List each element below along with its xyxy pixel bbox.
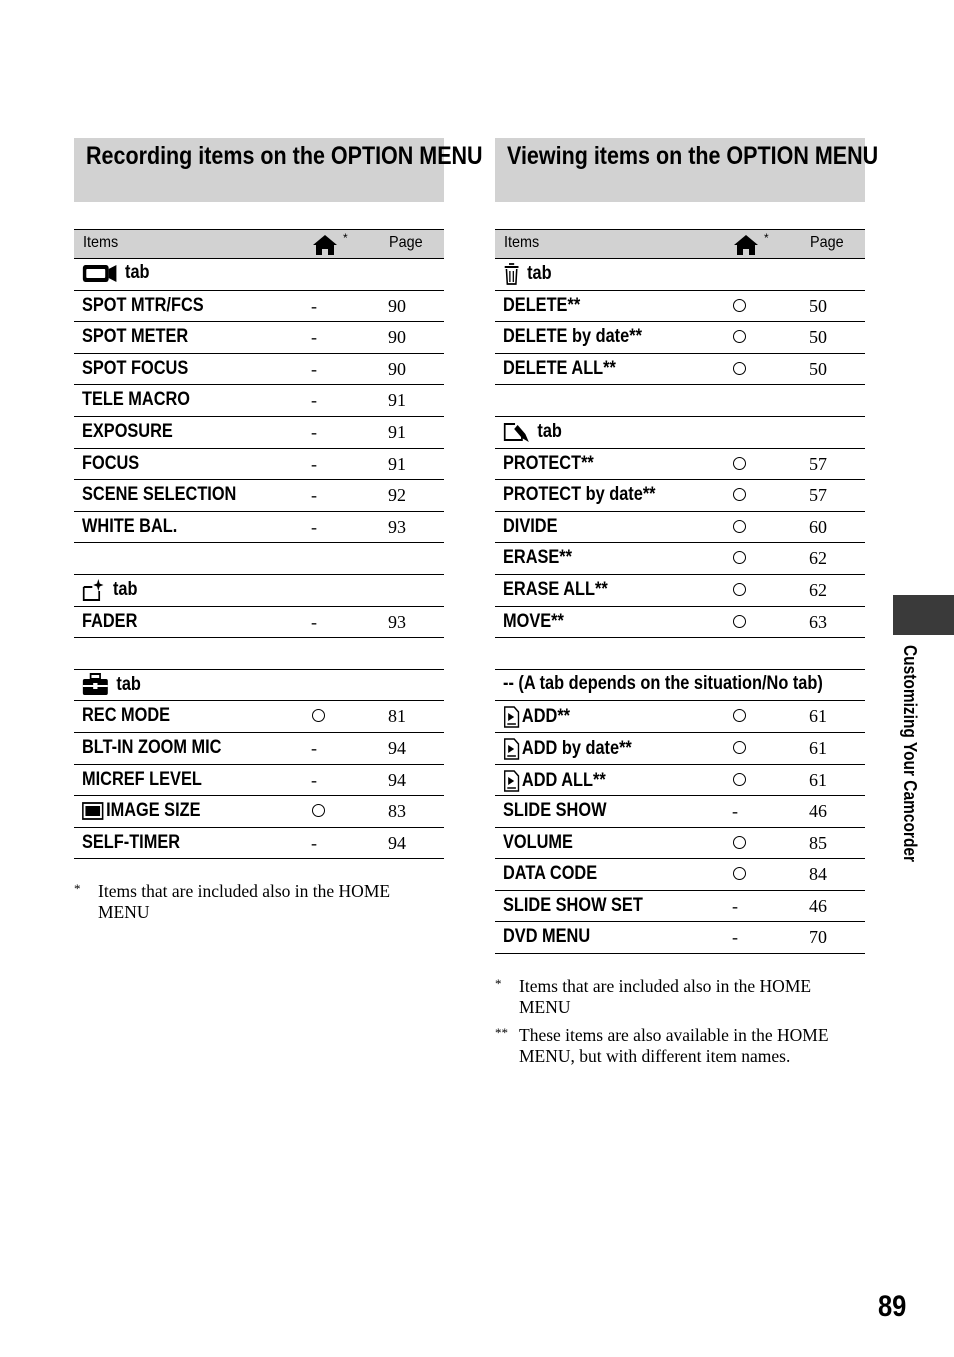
home-menu-mark: - bbox=[311, 390, 317, 411]
tab-heading-row bbox=[495, 417, 865, 449]
item-name bbox=[503, 326, 642, 348]
page-ref: 61 bbox=[809, 706, 827, 727]
home-menu-mark: - bbox=[311, 421, 317, 442]
table-spacer-row bbox=[495, 385, 865, 417]
viewing-items-table bbox=[495, 229, 865, 954]
table-row bbox=[495, 828, 865, 860]
item-name bbox=[503, 737, 632, 761]
table-row bbox=[495, 575, 865, 607]
available-circle-icon bbox=[733, 362, 746, 375]
page-ref: 57 bbox=[809, 485, 827, 506]
page-ref: 50 bbox=[809, 327, 827, 348]
item-name bbox=[503, 484, 656, 506]
playlist-icon bbox=[503, 705, 520, 729]
item-name bbox=[503, 832, 573, 854]
available-circle-icon bbox=[312, 709, 325, 722]
item-label-tab: tab bbox=[125, 262, 150, 283]
item-label-protect-by-date: PROTECT by date** bbox=[503, 484, 656, 506]
item-label-spot-mtr-fcs: SPOT MTR/FCS bbox=[82, 294, 204, 316]
page-ref: 93 bbox=[388, 611, 406, 632]
item-label-volume: VOLUME bbox=[503, 831, 573, 853]
home-menu-mark: - bbox=[311, 295, 317, 316]
item-name bbox=[503, 863, 597, 885]
footnote bbox=[495, 1025, 865, 1067]
page-ref: 50 bbox=[809, 295, 827, 316]
item-label-move: MOVE** bbox=[503, 610, 564, 632]
page-ref: 85 bbox=[809, 832, 827, 853]
page-ref: 46 bbox=[809, 801, 827, 822]
footnote-text: Items that are included also in the HOME MENU bbox=[519, 976, 812, 1018]
available-circle-icon bbox=[733, 330, 746, 343]
table-row bbox=[495, 449, 865, 481]
item-name bbox=[503, 611, 564, 633]
item-label-exposure: EXPOSURE bbox=[82, 420, 173, 442]
page-ref: 90 bbox=[388, 358, 406, 379]
item-label-delete: DELETE** bbox=[503, 294, 581, 316]
page-ref: 84 bbox=[809, 864, 827, 885]
footnote bbox=[495, 976, 865, 1018]
home-menu-mark: - bbox=[311, 611, 317, 632]
recording-items-column bbox=[74, 138, 483, 930]
table-row bbox=[495, 512, 865, 544]
trash-icon bbox=[503, 262, 520, 286]
table-row bbox=[495, 922, 865, 954]
edit-pencil-icon bbox=[503, 420, 531, 444]
image-size-icon bbox=[82, 801, 104, 821]
item-label-delete-all: DELETE ALL** bbox=[503, 357, 616, 379]
page-ref: 62 bbox=[809, 579, 827, 600]
page-ref: 91 bbox=[388, 421, 406, 442]
page-ref: 91 bbox=[388, 390, 406, 411]
header-page: Page bbox=[810, 234, 844, 251]
recording-items-table bbox=[74, 229, 444, 859]
available-circle-icon bbox=[733, 520, 746, 533]
table-header bbox=[74, 230, 444, 259]
page-ref: 61 bbox=[809, 769, 827, 790]
footnote-text: Items that are included also in the HOME MENU bbox=[98, 881, 391, 923]
table-row bbox=[495, 859, 865, 891]
table-row bbox=[495, 322, 865, 354]
page-ref: 94 bbox=[388, 737, 406, 758]
table-row bbox=[495, 480, 865, 512]
table-spacer-row bbox=[495, 638, 865, 670]
page-ref: 94 bbox=[388, 769, 406, 790]
table-row bbox=[495, 291, 865, 323]
page-ref: 83 bbox=[388, 801, 406, 822]
available-circle-icon bbox=[733, 457, 746, 470]
item-label-tab: tab bbox=[537, 420, 562, 442]
table-row bbox=[495, 543, 865, 575]
page-ref: 91 bbox=[388, 453, 406, 474]
footnote-mark: ** bbox=[495, 1025, 508, 1041]
tab-heading bbox=[503, 420, 562, 444]
item-label-erase: ERASE** bbox=[503, 547, 573, 569]
available-circle-icon bbox=[733, 836, 746, 849]
home-icon bbox=[733, 233, 759, 262]
home-menu-mark: - bbox=[311, 769, 317, 790]
available-circle-icon bbox=[733, 773, 746, 786]
item-label-spot-meter: SPOT METER bbox=[82, 326, 189, 348]
page-ref: 90 bbox=[388, 327, 406, 348]
item-name bbox=[82, 421, 173, 443]
available-circle-icon bbox=[733, 488, 746, 501]
item-label-spot-focus: SPOT FOCUS bbox=[82, 357, 189, 379]
page-ref: 81 bbox=[388, 706, 406, 727]
header-items: Items bbox=[504, 234, 540, 251]
table-row bbox=[74, 733, 444, 765]
home-menu-mark: - bbox=[311, 453, 317, 474]
item-label-white-bal: WHITE BAL. bbox=[82, 515, 178, 537]
item-label-slide-show: SLIDE SHOW bbox=[503, 800, 607, 822]
footnotes bbox=[495, 976, 865, 1067]
available-circle-icon bbox=[733, 583, 746, 596]
table-row bbox=[495, 354, 865, 386]
page-ref: 90 bbox=[388, 295, 406, 316]
header-star: * bbox=[764, 231, 769, 245]
tab-heading-row bbox=[74, 575, 444, 607]
footnote-mark: * bbox=[74, 881, 81, 897]
item-name bbox=[503, 453, 594, 475]
page-ref: 70 bbox=[809, 927, 827, 948]
page-ref: 63 bbox=[809, 611, 827, 632]
available-circle-icon bbox=[733, 299, 746, 312]
toolbox-icon bbox=[82, 673, 110, 697]
footnote-text: These items are also available in the HOME MENU, but with different item names. bbox=[519, 1025, 829, 1067]
table-spacer-row bbox=[74, 543, 444, 575]
page-ref: 92 bbox=[388, 485, 406, 506]
playlist-icon bbox=[503, 737, 520, 761]
tab-heading bbox=[82, 673, 141, 697]
available-circle-icon bbox=[733, 709, 746, 722]
header-page: Page bbox=[389, 234, 423, 251]
home-icon bbox=[312, 233, 338, 262]
home-menu-mark: - bbox=[732, 801, 738, 822]
page-ref: 46 bbox=[809, 895, 827, 916]
item-name bbox=[82, 832, 180, 854]
item-name bbox=[503, 579, 608, 601]
item-label-data-code: DATA CODE bbox=[503, 863, 598, 885]
table-row bbox=[74, 291, 444, 323]
page-number: 89 bbox=[878, 1290, 907, 1323]
footnote bbox=[74, 881, 444, 923]
table-row bbox=[74, 480, 444, 512]
item-name bbox=[82, 295, 204, 317]
page-ref: 60 bbox=[809, 516, 827, 537]
table-spacer-row bbox=[74, 638, 444, 670]
table-row bbox=[74, 417, 444, 449]
chapter-side-label: Customizing Your Camcorder bbox=[900, 645, 920, 863]
page-ref: 61 bbox=[809, 737, 827, 758]
table-row bbox=[74, 701, 444, 733]
available-circle-icon bbox=[312, 804, 325, 817]
item-name bbox=[82, 389, 190, 411]
item-label-slide-show-set: SLIDE SHOW SET bbox=[503, 894, 643, 916]
item-label-micref-level: MICREF LEVEL bbox=[82, 768, 202, 790]
table-row bbox=[74, 607, 444, 639]
item-name bbox=[82, 769, 202, 791]
table-row bbox=[74, 796, 444, 828]
available-circle-icon bbox=[733, 741, 746, 754]
header-items: Items bbox=[83, 234, 119, 251]
item-label-delete-by-date: DELETE by date** bbox=[503, 326, 642, 348]
page-ref: 62 bbox=[809, 548, 827, 569]
item-label-tab: tab bbox=[112, 578, 138, 600]
home-menu-mark: - bbox=[311, 327, 317, 348]
table-row bbox=[495, 607, 865, 639]
page-ref: 57 bbox=[809, 453, 827, 474]
item-label-add-by-date: ADD by date** bbox=[521, 737, 632, 759]
table-row bbox=[495, 733, 865, 765]
page-ref: 50 bbox=[809, 358, 827, 379]
item-name bbox=[82, 326, 188, 348]
table-row bbox=[74, 354, 444, 386]
item-label-a-tab-depends-on-the-situation-no-tab: -- (A tab depends on the situation/No tab) bbox=[503, 672, 823, 694]
table-row bbox=[74, 322, 444, 354]
home-menu-mark: - bbox=[311, 737, 317, 758]
home-menu-mark: - bbox=[732, 895, 738, 916]
tab-heading bbox=[503, 262, 552, 286]
viewing-items-column bbox=[495, 138, 879, 1074]
recording-section-title: Recording items on the OPTION MENU bbox=[74, 138, 444, 202]
item-name bbox=[503, 358, 616, 380]
item-label-blt-in-zoom-mic: BLT-IN ZOOM MIC bbox=[82, 736, 222, 758]
item-name bbox=[503, 926, 590, 948]
page-ref: 94 bbox=[388, 832, 406, 853]
item-name bbox=[503, 895, 643, 917]
available-circle-icon bbox=[733, 551, 746, 564]
item-name bbox=[82, 358, 188, 380]
item-name bbox=[82, 800, 201, 822]
table-row bbox=[74, 449, 444, 481]
table-row bbox=[495, 891, 865, 923]
item-label-focus: FOCUS bbox=[82, 452, 140, 474]
item-name bbox=[503, 800, 606, 822]
home-menu-mark: - bbox=[311, 832, 317, 853]
item-label-tab: tab bbox=[527, 263, 552, 284]
item-name bbox=[503, 705, 570, 729]
item-name bbox=[82, 611, 137, 633]
tab-heading bbox=[82, 262, 150, 284]
item-name bbox=[82, 737, 221, 759]
item-label-divide: DIVIDE bbox=[503, 515, 558, 537]
item-label-fader: FADER bbox=[82, 610, 138, 632]
tab-heading bbox=[503, 673, 823, 695]
footnote-mark: * bbox=[495, 976, 502, 992]
table-row bbox=[495, 701, 865, 733]
item-label-add: ADD** bbox=[521, 706, 571, 728]
effect-sparkle-icon bbox=[82, 578, 106, 602]
table-row bbox=[74, 765, 444, 797]
item-name bbox=[503, 516, 557, 538]
item-name bbox=[82, 705, 170, 727]
header-star: * bbox=[343, 231, 348, 245]
table-row bbox=[495, 765, 865, 797]
available-circle-icon bbox=[733, 615, 746, 628]
page-ref: 93 bbox=[388, 516, 406, 537]
home-menu-mark: - bbox=[311, 485, 317, 506]
tab-heading-row bbox=[495, 259, 865, 291]
item-name bbox=[503, 295, 580, 317]
item-label-self-timer: SELF-TIMER bbox=[82, 831, 181, 853]
playlist-icon bbox=[503, 769, 520, 793]
item-name bbox=[82, 516, 177, 538]
item-label-protect: PROTECT** bbox=[503, 452, 594, 474]
available-circle-icon bbox=[733, 867, 746, 880]
table-row bbox=[74, 828, 444, 860]
item-label-dvd-menu: DVD MENU bbox=[503, 926, 591, 948]
item-label-add-all: ADD ALL** bbox=[521, 769, 606, 791]
item-label-rec-mode: REC MODE bbox=[82, 705, 171, 727]
item-label-scene-selection: SCENE SELECTION bbox=[82, 484, 237, 506]
item-name bbox=[503, 547, 572, 569]
viewing-section-title: Viewing items on the OPTION MENU bbox=[495, 138, 865, 202]
item-label-image-size: IMAGE SIZE bbox=[106, 800, 201, 822]
tab-heading bbox=[82, 578, 137, 602]
tab-heading-row bbox=[495, 670, 865, 702]
item-label-erase-all: ERASE ALL** bbox=[503, 578, 608, 600]
camera-movie-icon bbox=[82, 262, 118, 284]
item-name bbox=[503, 769, 606, 793]
tab-heading-row bbox=[74, 670, 444, 702]
table-row bbox=[74, 385, 444, 417]
table-row bbox=[74, 512, 444, 544]
home-menu-mark: - bbox=[732, 927, 738, 948]
item-label-tele-macro: TELE MACRO bbox=[82, 389, 191, 411]
item-name bbox=[82, 453, 139, 475]
table-header bbox=[495, 230, 865, 259]
home-menu-mark: - bbox=[311, 358, 317, 379]
home-menu-mark: - bbox=[311, 516, 317, 537]
item-name bbox=[82, 484, 236, 506]
footnotes bbox=[74, 881, 444, 923]
item-label-tab: tab bbox=[116, 673, 141, 695]
tab-heading-row bbox=[74, 259, 444, 291]
chapter-tab-marker bbox=[893, 595, 954, 635]
table-row bbox=[495, 796, 865, 828]
